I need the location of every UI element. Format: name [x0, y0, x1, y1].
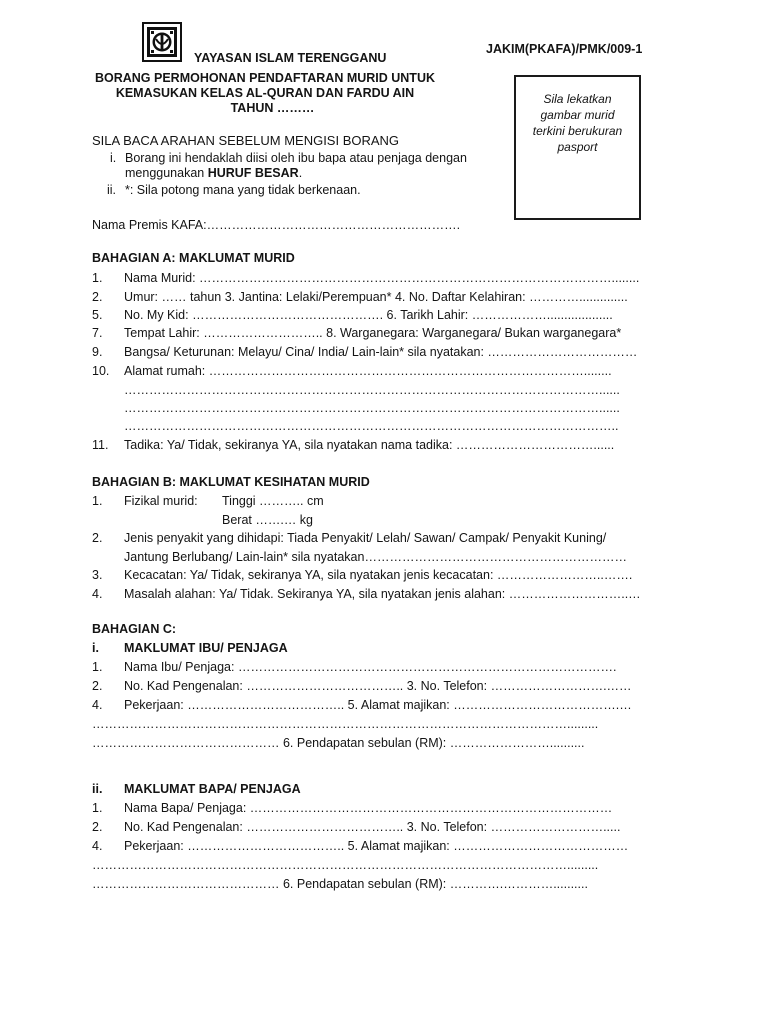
field-number: 1. [92, 801, 103, 815]
field-number: 9. [92, 345, 103, 359]
field-bangsa[interactable]: Bangsa/ Keturunan: Melayu/ Cina/ India/ Lain-lain* sila nyatakan: ……………………………… [124, 345, 638, 359]
field-pendapatan-ibu[interactable]: ……………………………………… 6. Pendapatan sebulan (RM): …………………….......... [92, 736, 585, 750]
yayasan-logo [142, 22, 182, 62]
field-number: 4. [92, 698, 103, 712]
photo-box[interactable] [514, 75, 641, 220]
field-penyakit-line-1[interactable]: Jenis penyakit yang dihidapi: Tiada Penyakit/ Lelah/ Sawan/ Campak/ Penyakit Kuning/ [124, 531, 607, 545]
field-alahan[interactable]: Masalah alahan: Ya/ Tidak. Sekiranya YA, sila nyatakan jenis alahan: ………………………..… [124, 587, 641, 601]
field-number: 4. [92, 587, 103, 601]
instructions-heading: SILA BACA ARAHAN SEBELUM MENGISI BORANG [92, 133, 400, 148]
field-pendapatan-bapa[interactable]: ……………………………………… 6. Pendapatan sebulan (RM): ………….………….......... [92, 877, 588, 891]
field-alamat-line[interactable]: ……………………………………………………………………………………………………...... [124, 383, 620, 397]
instruction-emphasis: HURUF BESAR [207, 166, 299, 180]
field-number: 10. [92, 364, 110, 378]
field-mykid[interactable]: No. My Kid: ………………………………………. 6. Tarikh Lahir: ………………................... [124, 308, 613, 322]
form-code: JAKIM(PKAFA)/PMK/009-1 [486, 42, 643, 56]
photo-instruction-line: terkini berukuran [532, 124, 623, 138]
fizikal-label: Fizikal murid: [124, 494, 198, 508]
field-penyakit-line-2[interactable]: Jantung Berlubang/ Lain-lain* sila nyatakan……………………………………………………… [124, 550, 627, 564]
field-number: 3. [92, 568, 103, 582]
instruction-i-line-2 [125, 166, 302, 180]
field-alamat-majikan-ibu[interactable]: ……………………………………………………………………………………………………......... [92, 717, 599, 731]
field-tinggi[interactable]: Tinggi ……….. cm [222, 494, 324, 508]
instruction-text: . [298, 166, 303, 180]
instruction-number: ii. [107, 183, 117, 197]
field-number: 5. [92, 308, 103, 322]
form-title-line-2: KEMASUKAN KELAS AL-QURAN DAN FARDU AIN [115, 86, 415, 100]
field-number: 7. [92, 326, 103, 340]
field-alamat[interactable]: Alamat rumah: ………………………………………………………………………………........ [124, 364, 612, 378]
instruction-number: i. [110, 151, 117, 165]
field-number: 1. [92, 271, 103, 285]
field-nama-bapa[interactable]: Nama Bapa/ Penjaga: …………………………………………………………………………… [124, 801, 613, 815]
field-number: 4. [92, 839, 103, 853]
field-tadika[interactable]: Tadika: Ya/ Tidak, sekiranya YA, sila nyatakan nama tadika: ……………………………...... [124, 438, 615, 452]
bapa-heading: MAKLUMAT BAPA/ PENJAGA [124, 782, 301, 796]
form-title-line-3: TAHUN ……… [230, 101, 315, 115]
instruction-text: menggunakan [125, 166, 208, 180]
field-nama-murid[interactable]: Nama Murid: ………………………………………………………………………………………........ [124, 271, 640, 285]
field-nama-ibu[interactable]: Nama Ibu/ Penjaga: ………………………………………………………………………………. [124, 660, 617, 674]
field-alamat-majikan-bapa[interactable]: ……………………………………………………………………………………………………......... [92, 858, 599, 872]
form-title-line-1: BORANG PERMOHONAN PENDAFTARAN MURID UNTUK [94, 71, 436, 85]
photo-instruction-line: pasport [557, 140, 598, 154]
field-alamat-line[interactable]: ……………………………………………………………………………………………………...... [124, 401, 620, 415]
field-number: 2. [92, 531, 103, 545]
field-berat[interactable]: Berat …….… kg [222, 513, 313, 527]
field-number: 1. [92, 660, 103, 674]
org-name: YAYASAN ISLAM TERENGGANU [194, 51, 387, 65]
field-tempat-lahir[interactable]: Tempat Lahir: ……………………….. 8. Warganegara: Warganegara/ Bukan warganegara* [124, 326, 622, 340]
field-ic-bapa[interactable]: No. Kad Pengenalan: ……………………………….. 3. No. Telefon: ………………………..... [124, 820, 621, 834]
field-pekerjaan-bapa[interactable]: Pekerjaan: ……………………………….. 5. Alamat majikan: …………………………………… [124, 839, 629, 853]
instruction-i-line-1: Borang ini hendaklah diisi oleh ibu bapa atau penjaga dengan [125, 151, 467, 165]
field-number: 2. [92, 679, 103, 693]
field-kecacatan[interactable]: Kecacatan: Ya/ Tidak, sekiranya YA, sila nyatakan jenis kecacatan: ……………………..……. [124, 568, 633, 582]
section-c-heading: BAHAGIAN C: [92, 622, 177, 636]
field-number: 2. [92, 820, 103, 834]
field-ic-ibu[interactable]: No. Kad Pengenalan: ……………………………….. 3. No. Telefon: ……………………….…… [124, 679, 632, 693]
field-number: 11. [92, 438, 109, 452]
section-a-heading: BAHAGIAN A: MAKLUMAT MURID [92, 251, 295, 265]
photo-instruction-line: Sila lekatkan [543, 92, 612, 106]
field-pekerjaan-ibu[interactable]: Pekerjaan: ……………………………….. 5. Alamat majikan: ………………………………….… [124, 698, 632, 712]
field-umur-jantina[interactable]: Umur: …… tahun 3. Jantina: Lelaki/Perempuan* 4. No. Daftar Kelahiran: ………….............. [124, 290, 628, 304]
premis-field[interactable]: Nama Premis KAFA:……………………………………………………. [92, 218, 461, 232]
subsection-number: ii. [92, 782, 103, 796]
photo-instruction-line: gambar murid [540, 108, 615, 122]
subsection-number: i. [92, 641, 99, 655]
field-alamat-line[interactable]: ……………………………………………………………………………………………………….. [124, 419, 619, 433]
field-number: 1. [92, 494, 103, 508]
section-b-heading: BAHAGIAN B: MAKLUMAT KESIHATAN MURID [92, 475, 370, 489]
instruction-ii: *: Sila potong mana yang tidak berkenaan. [125, 183, 361, 197]
field-number: 2. [92, 290, 103, 304]
ibu-heading: MAKLUMAT IBU/ PENJAGA [124, 641, 288, 655]
